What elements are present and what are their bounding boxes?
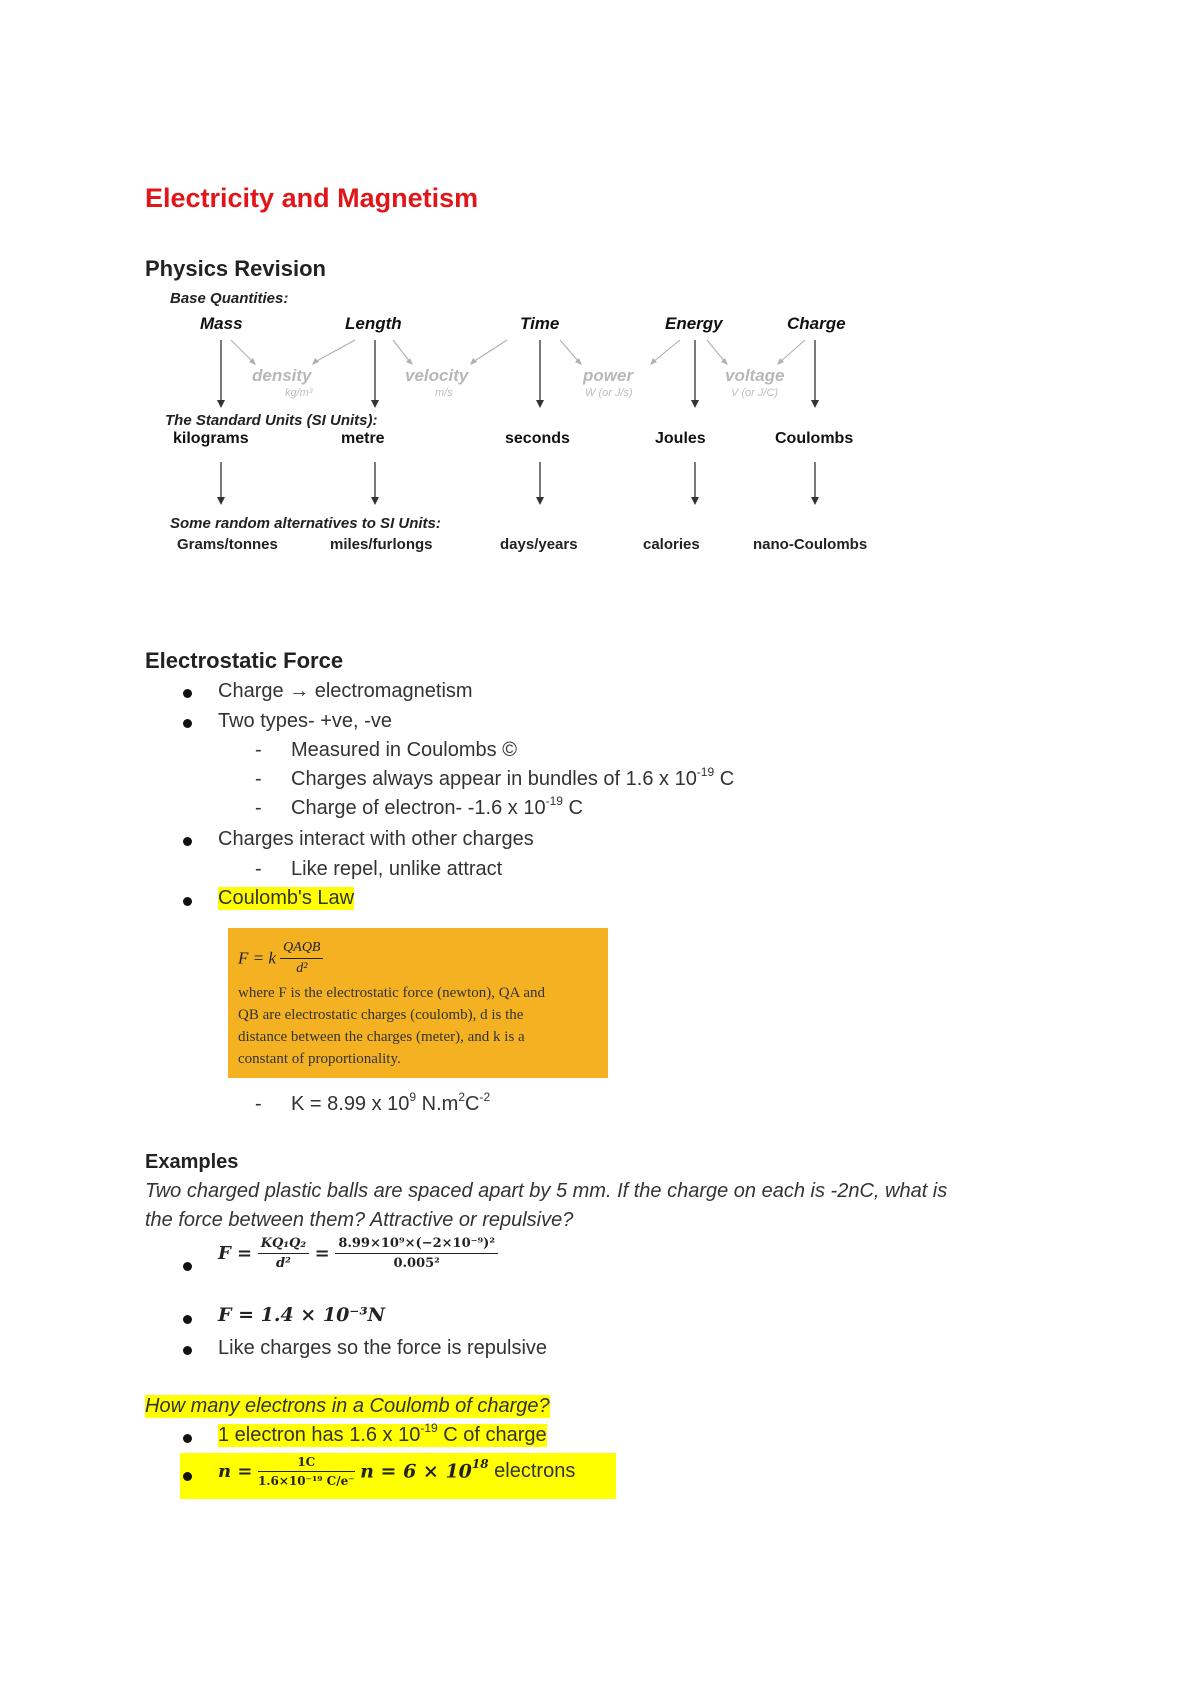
dash-marker: -: [255, 797, 262, 819]
sub-item-k-constant: K = 8.99 x $10^9$ $N.m^2C^{-2}$: [291, 1090, 491, 1115]
bullet: [183, 689, 192, 698]
coulombs-law-figure: [228, 928, 608, 1078]
dash-marker: -: [255, 858, 262, 880]
sub-item-measured: Measured in Coulombs ©: [291, 739, 517, 761]
alt-grams-tonnes: Grams/tonnes: [177, 536, 278, 553]
alternatives-caption: Some random alternatives to SI Units:: [170, 515, 441, 532]
derived-voltage-unit: V (or J/C): [731, 387, 779, 399]
desc-line: where F is the electrostatic force (newton), QA and: [238, 985, 545, 1001]
desc-line: constant of proportionality.: [238, 1051, 401, 1067]
coulombs-law-description: [238, 982, 598, 1070]
bullet: [183, 1315, 192, 1324]
dash-marker: -: [255, 768, 262, 790]
page-title: Electricity and Magnetism: [145, 183, 479, 213]
si-joules: Joules: [655, 430, 706, 447]
dash-marker: -: [255, 1093, 262, 1115]
bullet: [183, 1346, 192, 1355]
list-item-repulsive: Like charges so the force is repulsive: [218, 1337, 548, 1359]
base-time: Time: [520, 314, 560, 333]
electron-fraction: $\frac{1C}{\text{1.6×10⁻¹⁹ C/e⁻}}$: [258, 1455, 355, 1488]
bullet: [183, 1262, 192, 1271]
force-equation-1: F = $\frac{\text{KQ₁Q₂}}{\text{d²}}$ = $\frac{\text{8.99×10⁹×(−2×10⁻⁹)²}}{\text{0.005²}}$: [218, 1236, 498, 1271]
derived-velocity-unit: m/s: [435, 387, 453, 399]
force-fraction-2: $\frac{\text{8.99×10⁹×(−2×10⁻⁹)²}}{\text{0.005²}}$: [335, 1236, 498, 1271]
example-question-line-1: Two charged plastic balls are spaced apart by 5 mm. If the charge on each is -2nC, what is: [145, 1180, 948, 1202]
bullet: [183, 897, 192, 906]
examples-heading: Examples: [145, 1151, 239, 1173]
electron-count-equation: n = $\frac{1C}{\text{1.6×10⁻¹⁹ C/e⁻}}$ $n = 6 \times 10^{18}$ electrons: [218, 1455, 576, 1488]
bullet: [183, 1434, 192, 1443]
si-kilograms: kilograms: [173, 430, 249, 447]
electrons-question: How many electrons in a Coulomb of charge?: [145, 1395, 550, 1417]
example-question-line-2: the force between them? Attractive or repulsive?: [145, 1209, 574, 1231]
si-units-caption: The Standard Units (SI Units):: [165, 412, 378, 429]
coulombs-law-formula: [238, 940, 598, 982]
dash-marker: -: [255, 739, 262, 761]
sub-item-electron-charge: Charge of electron- -1.6 x $10^{-19}$ C: [291, 794, 583, 819]
alt-nano-coulombs: nano-Coulombs: [753, 536, 868, 553]
base-charge: Charge: [787, 314, 846, 333]
base-quantities-caption: Base Quantities:: [170, 290, 289, 307]
si-seconds: seconds: [505, 430, 570, 447]
desc-line: QB are electrostatic charges (coulomb), d is the: [238, 1007, 524, 1023]
physics-revision-heading: Physics Revision: [145, 256, 326, 281]
list-item-charge: Charge → electromagnetism: [218, 680, 473, 702]
alt-days-years: days/years: [500, 536, 578, 553]
force-result: F = 1.4 × 10⁻³N: [218, 1304, 386, 1326]
derived-density: density: [252, 366, 312, 385]
list-item-two-types: Two types- +ve, -ve: [218, 710, 392, 732]
bullet: [183, 1472, 192, 1481]
formula-lhs: F = k: [238, 948, 276, 968]
alt-miles-furlongs: miles/furlongs: [330, 536, 433, 553]
desc-line: distance between the charges (meter), and k is a: [238, 1029, 525, 1045]
list-item-interact: Charges interact with other charges: [218, 828, 534, 850]
bullet: [183, 837, 192, 846]
base-mass: Mass: [200, 314, 243, 333]
si-metre: metre: [341, 430, 385, 447]
derived-density-unit: kg/m³: [285, 387, 313, 399]
formula-numerator: QAQB: [280, 940, 323, 959]
bullet: [183, 719, 192, 728]
si-units-diagram: [155, 290, 915, 570]
electrostatic-force-heading: Electrostatic Force: [145, 648, 344, 673]
list-item-electron-charge: 1 electron has 1.6 x $10^{-19}$ C of charge: [218, 1421, 547, 1446]
formula-fraction: [280, 940, 323, 977]
si-coulombs: Coulombs: [775, 430, 854, 447]
derived-power-unit: W (or J/s): [585, 387, 633, 399]
derived-power: power: [583, 366, 634, 385]
force-fraction-1: $\frac{\text{KQ₁Q₂}}{\text{d²}}$: [258, 1236, 309, 1271]
derived-voltage: voltage: [725, 366, 785, 385]
derived-velocity: velocity: [405, 366, 469, 385]
sub-item-like-repel: Like repel, unlike attract: [291, 858, 503, 880]
base-length: Length: [345, 314, 402, 333]
base-energy: Energy: [665, 314, 723, 333]
list-item-coulombs-law: Coulomb's Law: [218, 887, 355, 909]
sub-item-bundles: Charges always appear in bundles of 1.6 x $10^{-19}$ C: [291, 765, 735, 790]
alt-calories: calories: [643, 536, 700, 553]
formula-denominator: d²: [296, 961, 308, 976]
